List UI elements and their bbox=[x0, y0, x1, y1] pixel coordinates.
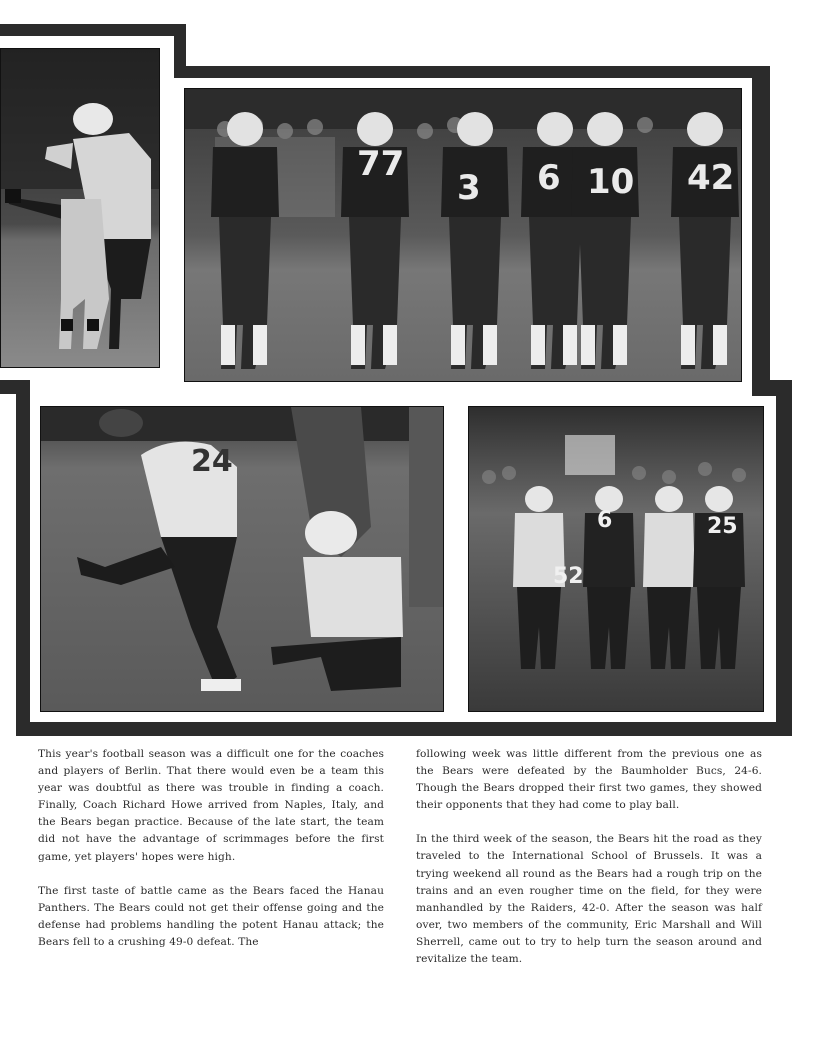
article-left-column bbox=[38, 746, 384, 968]
article-paragraph: following week was little different from the previous one as the Bears were defeated by the Baumholder Bucs, 24-6. Though the Bears dropped their first two games, they showed their opponents that they had come to play ball. bbox=[416, 748, 762, 812]
frame-right-upper bbox=[752, 66, 770, 396]
article-right-column bbox=[416, 746, 762, 985]
photo-team-lineup bbox=[184, 88, 742, 382]
article-paragraph: This year's football season was a difficult one for the coaches and players of Berlin. That there would even be a team this year was doubtful as there was trouble in finding a coach. Finally, Coach Richard Howe arrived from Naples, Italy, and the Bears began practice. Because of the late start, the team did not have the advantage of scrimmages before the first game, yet players' hopes were high. bbox=[38, 748, 384, 863]
jersey-number: 10 bbox=[587, 162, 635, 202]
jersey-number: 25 bbox=[707, 514, 738, 539]
jersey-number: 6 bbox=[597, 508, 613, 533]
jersey-number: 3 bbox=[457, 168, 481, 208]
frame-top-bar bbox=[174, 66, 770, 78]
photo-kicker-practice bbox=[0, 48, 160, 368]
photo-field-goal-kick bbox=[40, 406, 444, 712]
jersey-number: 52 bbox=[553, 564, 584, 589]
frame-right-lower bbox=[776, 380, 792, 736]
article-paragraph: The first taste of battle came as the Bears faced the Hanau Panthers. The Bears could not get their offense going and the defense had problems handling the potent Hanau attack; the Bears fell to a crushing 49-0 defeat. The bbox=[38, 884, 384, 948]
frame-bottom-bar bbox=[16, 722, 792, 736]
jersey-number: 6 bbox=[537, 158, 561, 198]
frame-top-left-bar bbox=[0, 24, 186, 36]
photo-line-of-scrimmage bbox=[468, 406, 764, 712]
article-paragraph: In the third week of the season, the Bears hit the road as they traveled to the International School of Brussels. It was a trying weekend all round as the Bears had a rough trip on the trains and an even rougher time on the field, for they were manhandled by the Raiders, 42-0. After the season was half over, two members of the community, Eric Marshall and Will Sherrell, came out to try to help turn the season around and revitalize the team. bbox=[416, 833, 762, 966]
frame-left-lower-vertical bbox=[16, 380, 30, 736]
jersey-number: 42 bbox=[687, 158, 735, 198]
jersey-number: 77 bbox=[357, 144, 405, 184]
jersey-number: 24 bbox=[191, 444, 233, 479]
